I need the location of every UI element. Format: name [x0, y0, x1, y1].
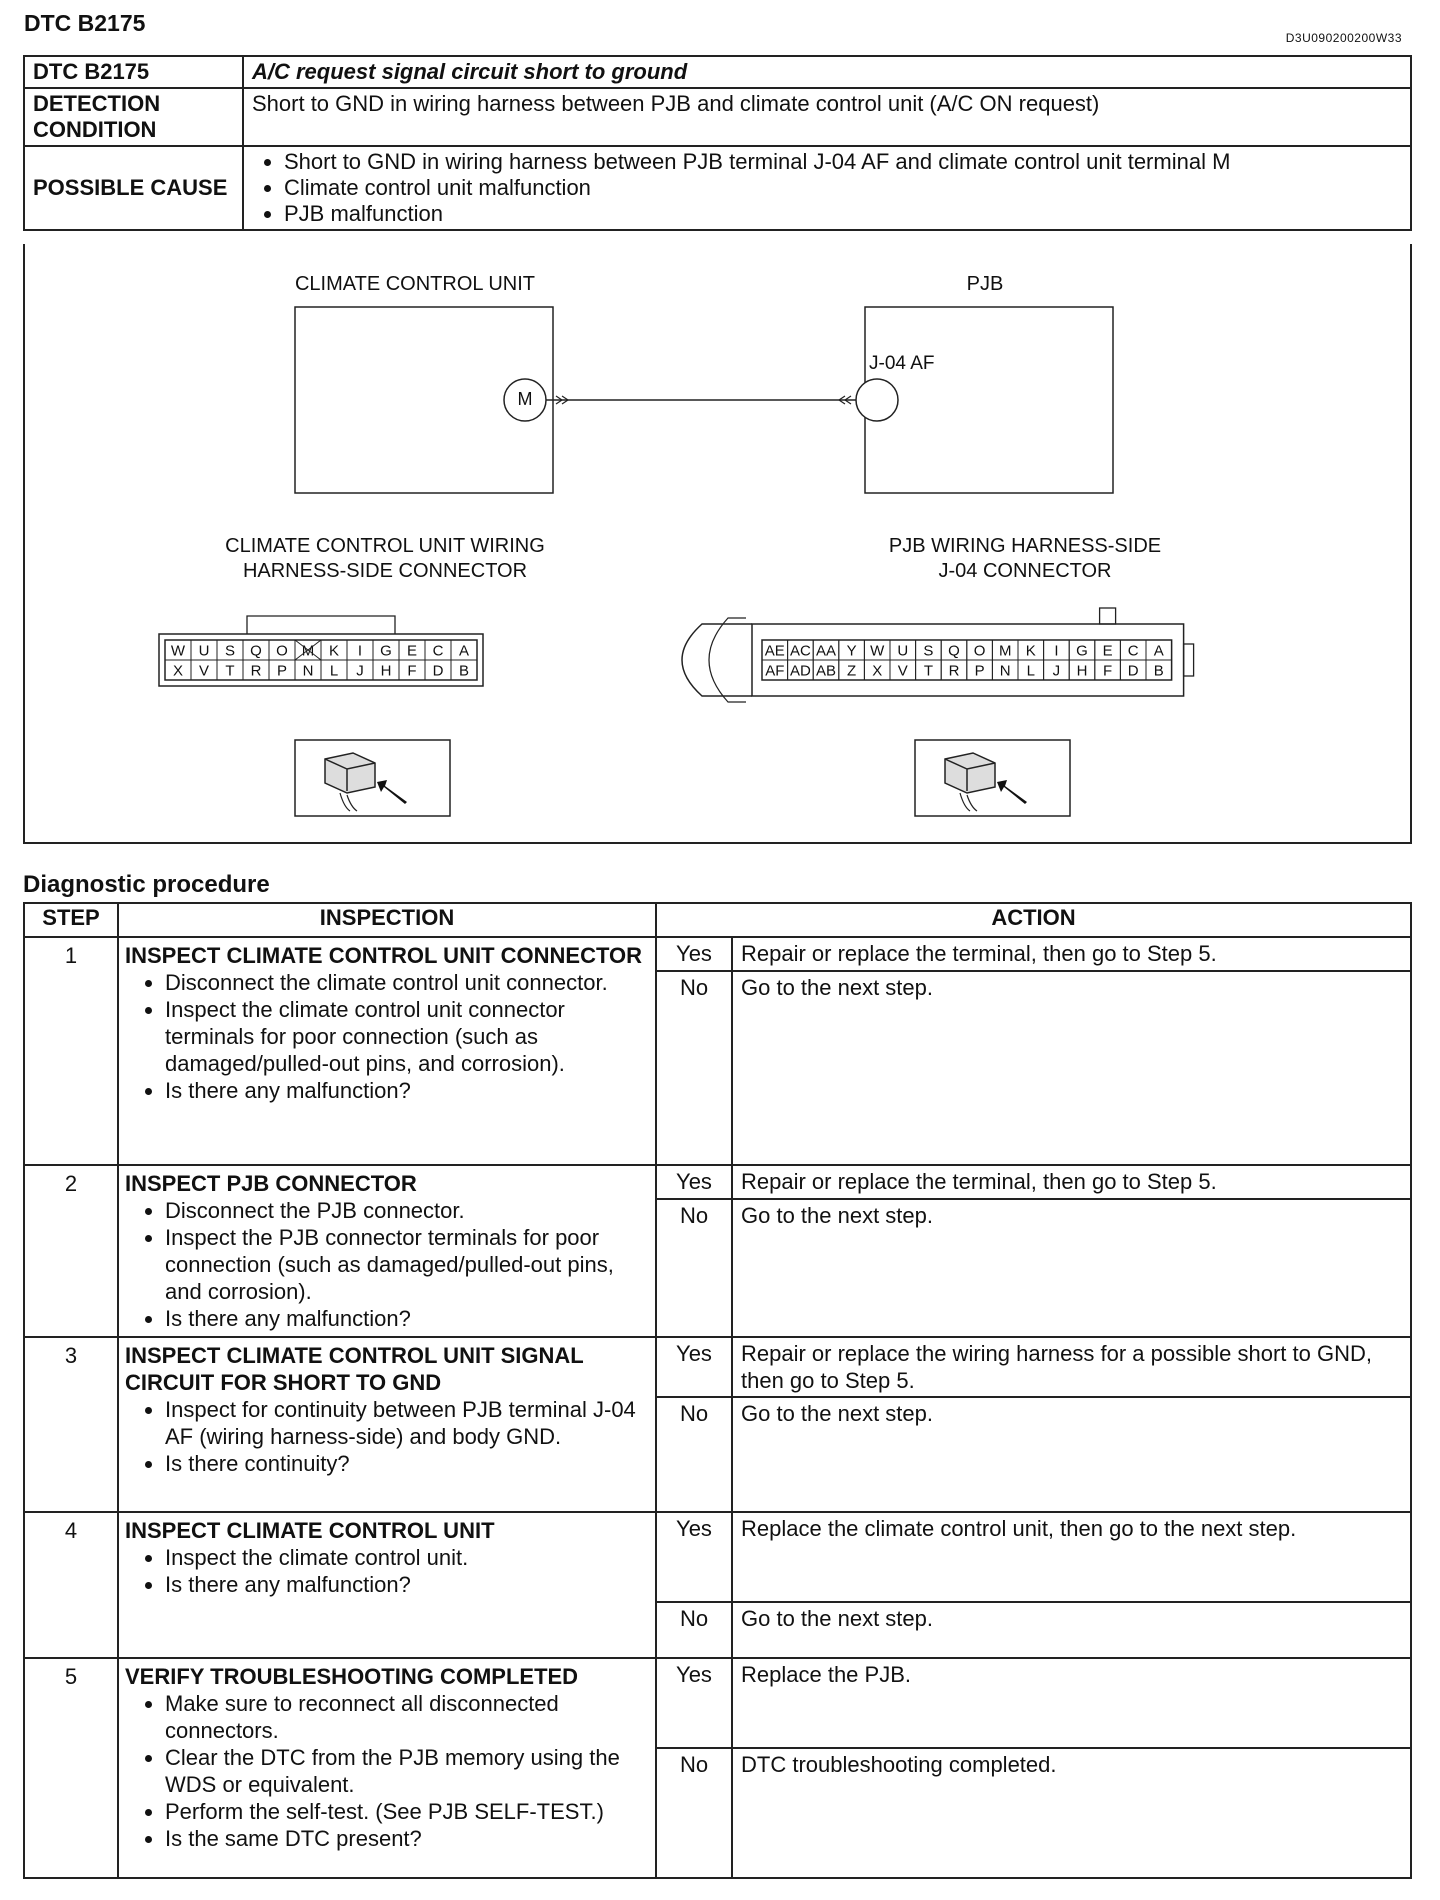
inspection-bullet: • Inspect the climate control unit connector terminals for poor connection (such as damaged/pulled-out pins, and corrosion). — [165, 996, 649, 1077]
possible-cause-label: POSSIBLE CAUSE — [24, 146, 243, 230]
ccu-connector-title-line2: HARNESS-SIDE CONNECTOR — [242, 560, 528, 582]
wiring-diagram — [23, 244, 1412, 844]
connector-pin-label: B — [1153, 662, 1164, 680]
connector-pin-label: P — [276, 662, 288, 680]
connector-pin-label: R — [250, 662, 262, 680]
page-title: DTC B2175 — [24, 10, 146, 36]
connector-pin-label: L — [1026, 662, 1035, 680]
connector-pin-label: Z — [847, 662, 857, 680]
pjb-connector-lever — [682, 624, 752, 696]
inspection-bullet: • Perform the self-test. (See PJB SELF-TEST.) — [165, 1798, 649, 1825]
inspection-heading: INSPECT CLIMATE CONTROL UNIT CONNECTOR — [125, 943, 642, 968]
connector-pin-label: L — [329, 662, 339, 680]
connector-pin-label: E — [406, 642, 418, 660]
connector-pin-label: S — [923, 642, 934, 660]
pjb-connector-key — [1100, 608, 1116, 624]
no-action: Go to the next step. — [732, 971, 1411, 1165]
no-label: No — [656, 1748, 732, 1878]
inspection-bullet: • Disconnect the PJB connector. — [165, 1197, 649, 1224]
connector-pin-label: K — [328, 642, 340, 660]
no-action: DTC troubleshooting completed. — [732, 1748, 1411, 1878]
inspection-heading: INSPECT PJB CONNECTOR — [125, 1171, 417, 1196]
connector-pin-label: Q — [948, 642, 960, 660]
inspection-bullet: • Is there any malfunction? — [165, 1077, 649, 1104]
inspection-bullet: • Disconnect the climate control unit connector. — [165, 969, 649, 996]
inspection-bullet: • Inspect for continuity between PJB terminal J-04 AF (wiring harness-side) and body GND. — [165, 1396, 649, 1450]
no-label: No — [656, 1602, 732, 1658]
connector-pin-label: A — [458, 642, 470, 660]
inspection-heading: VERIFY TROUBLESHOOTING COMPLETED — [125, 1664, 579, 1689]
table-row — [24, 1337, 1411, 1397]
ccu-connector — [159, 616, 483, 686]
no-label: No — [656, 1397, 732, 1512]
possible-cause-item: • Climate control unit malfunction — [284, 175, 1402, 201]
connector-pin-label: AF — [765, 662, 785, 680]
connector-pin-label: Y — [846, 642, 857, 660]
yes-label: Yes — [656, 1658, 732, 1748]
possible-cause-item: • Short to GND in wiring harness between PJB terminal J-04 AF and climate control unit terminal M — [284, 149, 1402, 175]
ccu-connector-title-line1: CLIMATE CONTROL UNIT WIRING — [225, 535, 545, 557]
step-number: 2 — [24, 1165, 118, 1337]
yes-label: Yes — [656, 1165, 732, 1199]
connector-pin-label: U — [897, 642, 909, 660]
yes-action: Repair or replace the wiring harness for a possible short to GND, then go to Step 5. — [732, 1337, 1411, 1397]
ccu-connector-title — [175, 534, 595, 584]
inspection-bullet: • Is there any malfunction? — [165, 1305, 649, 1332]
inspection-heading: INSPECT CLIMATE CONTROL UNIT SIGNAL CIRCUIT FOR SHORT TO GND — [125, 1343, 584, 1395]
connector-pin-label: Q — [250, 642, 262, 660]
table-row — [24, 1165, 1411, 1199]
col-step: STEP — [24, 903, 118, 937]
connector-pin-label: B — [458, 662, 470, 680]
ccu-terminal-label: M — [517, 389, 533, 409]
inspection-cell — [118, 1658, 656, 1878]
connector-pin-label: A — [1153, 642, 1164, 660]
diagnostic-procedure-table — [23, 902, 1412, 1879]
dtc-info-table — [23, 55, 1412, 231]
no-label: No — [656, 971, 732, 1165]
inspection-cell — [118, 1512, 656, 1658]
connector-pin-label: H — [380, 662, 392, 680]
connector-pin-label: P — [974, 662, 985, 680]
col-inspection: INSPECTION — [118, 903, 656, 937]
connector-pin-label: J — [356, 662, 364, 680]
connector-pin-label: H — [1076, 662, 1088, 680]
connector-pin-label: F — [407, 662, 417, 680]
connector-pin-label: AC — [789, 642, 811, 660]
dtc-code-label: DTC B2175 — [24, 56, 243, 88]
connector-pin-label: T — [923, 662, 933, 680]
connector-pin-label: C — [1127, 642, 1139, 660]
connector-pin-label: AA — [815, 642, 837, 660]
connector-pin-label: U — [198, 642, 210, 660]
connector-pin-label: V — [897, 662, 908, 680]
ccu-connector-latch — [247, 616, 395, 634]
pjb-connector-tab — [1184, 644, 1194, 676]
connector-pin-label: G — [380, 642, 392, 660]
connector-pin-label: E — [1102, 642, 1113, 660]
possible-cause-item: • PJB malfunction — [284, 201, 1402, 227]
pjb-connector-title — [805, 534, 1245, 584]
step-number: 1 — [24, 937, 118, 1165]
connector-pin-label: AE — [764, 642, 785, 660]
connector-pin-label: D — [1127, 662, 1139, 680]
connector-pin-label: X — [872, 662, 883, 680]
connector-pin-label: D — [432, 662, 444, 680]
yes-action: Repair or replace the terminal, then go to Step 5. — [732, 1165, 1411, 1199]
connector-pin-label: N — [302, 662, 314, 680]
inspection-bullet: • Is the same DTC present? — [165, 1825, 649, 1852]
connector-pin-label: R — [948, 662, 960, 680]
no-action: Go to the next step. — [732, 1602, 1411, 1658]
pjb-terminal-label: J-04 AF — [869, 353, 935, 374]
possible-cause-list — [252, 149, 1402, 227]
connector-pin-label: I — [1054, 642, 1059, 660]
inspection-bullet: • Inspect the PJB connector terminals for poor connection (such as damaged/pulled-out pins, and corrosion). — [165, 1224, 649, 1305]
connector-pin-label: W — [870, 642, 885, 660]
yes-action: Replace the PJB. — [732, 1658, 1411, 1748]
dtc-description: A/C request signal circuit short to ground — [243, 56, 1411, 88]
connector-pin-label: M — [998, 642, 1012, 660]
step-number: 4 — [24, 1512, 118, 1658]
table-row — [24, 1658, 1411, 1748]
no-action: Go to the next step. — [732, 1397, 1411, 1512]
ccu-connector-view-icon — [295, 740, 450, 816]
inspection-heading: INSPECT CLIMATE CONTROL UNIT — [125, 1518, 495, 1543]
connector-pin-label: N — [999, 662, 1011, 680]
connector-pin-label: M — [301, 642, 315, 660]
connector-pin-label: C — [432, 642, 444, 660]
connector-pin-label: V — [198, 662, 210, 680]
yes-label: Yes — [656, 937, 732, 971]
step-number: 5 — [24, 1658, 118, 1878]
inspection-cell — [118, 937, 656, 1165]
pjb-connector — [682, 608, 1194, 702]
connector-pin-label: O — [973, 642, 986, 660]
pjb-box — [865, 307, 1113, 493]
pjb-connector-lever-inner — [709, 618, 746, 702]
yes-label: Yes — [656, 1337, 732, 1397]
connector-pin-label: AB — [815, 662, 837, 680]
pjb-title: PJB — [966, 273, 1004, 295]
connector-pin-label: J — [1052, 662, 1061, 680]
connector-pin-label: K — [1025, 642, 1036, 660]
inspection-bullet: • Make sure to reconnect all disconnected connectors. — [165, 1690, 649, 1744]
col-action: ACTION — [656, 903, 1411, 937]
connector-pin-label: AD — [789, 662, 811, 680]
connector-pin-label: W — [170, 642, 186, 660]
connector-pin-label: G — [1076, 642, 1088, 660]
ccu-title: CLIMATE CONTROL UNIT — [294, 273, 535, 295]
pjb-connector-view-icon — [915, 740, 1070, 816]
inspection-cell — [118, 1337, 656, 1512]
table-row — [24, 1512, 1411, 1602]
step-number: 3 — [24, 1337, 118, 1512]
no-label: No — [656, 1199, 732, 1337]
yes-action: Replace the climate control unit, then go to the next step. — [732, 1512, 1411, 1602]
connector-pin-label: X — [172, 662, 184, 680]
pjb-connector-title-line2: J-04 CONNECTOR — [938, 560, 1112, 582]
inspection-bullet: • Clear the DTC from the PJB memory using the WDS or equivalent. — [165, 1744, 649, 1798]
table-row — [24, 937, 1411, 971]
yes-action: Repair or replace the terminal, then go to Step 5. — [732, 937, 1411, 971]
inspection-bullet: • Is there any malfunction? — [165, 1571, 649, 1598]
detection-condition-label: DETECTION CONDITION — [24, 88, 243, 146]
connector-pin-label: F — [1103, 662, 1113, 680]
pjb-terminal-circle — [856, 379, 898, 421]
connector-pin-label: S — [224, 642, 236, 660]
connector-pin-label: O — [276, 642, 288, 660]
yes-label: Yes — [656, 1512, 732, 1602]
inspection-bullet: • Inspect the climate control unit. — [165, 1544, 649, 1571]
document-id: D3U090200200W33 — [1285, 31, 1402, 45]
procedure-title: Diagnostic procedure — [23, 871, 270, 898]
connector-pin-label: T — [225, 662, 235, 680]
connector-pin-label: I — [357, 642, 363, 660]
no-action: Go to the next step. — [732, 1199, 1411, 1337]
inspection-bullet: • Is there continuity? — [165, 1450, 649, 1477]
pjb-connector-title-line1: PJB WIRING HARNESS-SIDE — [888, 535, 1162, 557]
detection-condition-value: Short to GND in wiring harness between PJB and climate control unit (A/C ON request) — [243, 88, 1411, 146]
inspection-cell — [118, 1165, 656, 1337]
